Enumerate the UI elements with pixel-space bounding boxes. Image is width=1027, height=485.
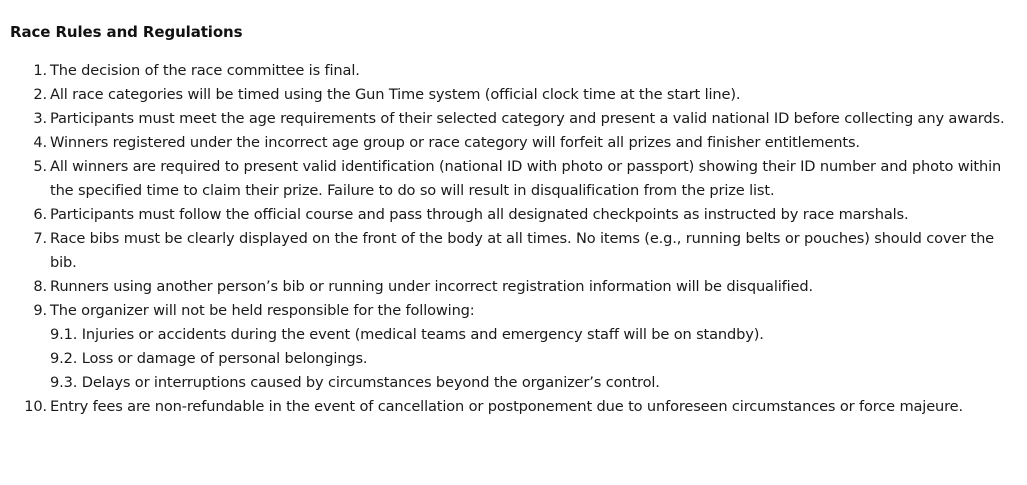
sub-rule-text: Injuries or accidents during the event (medical teams and emergency staff will be on standby). [81, 326, 764, 343]
sub-rule-item-9-1 [50, 323, 1010, 347]
rule-item-5 [10, 155, 1010, 203]
rule-item-3 [10, 107, 1010, 131]
rule-number: 9. [33, 302, 47, 319]
sub-rule-item-9-3 [50, 371, 1010, 395]
sub-rule-number: 9.2. [50, 350, 78, 367]
rule-number: 10. [24, 398, 47, 415]
document-title: Race Rules and Regulations [10, 23, 243, 41]
rule-item-1 [10, 59, 1010, 83]
rule-text: Participants must follow the official course and pass through all designated checkpoints as instructed by race marshals. [50, 206, 909, 223]
rule-number: 6. [33, 206, 47, 223]
rule-item-8 [10, 275, 1010, 299]
rule-text: All winners are required to present valid identification (national ID with photo or passport) showing their ID number and photo within the specified time to claim their prize. Failure to do so will result in disqualification from the prize list. [50, 158, 1002, 199]
rule-item-10 [10, 395, 1010, 419]
sub-rules-list [50, 323, 1010, 395]
rule-item-2 [10, 83, 1010, 107]
rule-text: The organizer will not be held responsible for the following: [50, 302, 475, 319]
rule-number: 7. [33, 230, 47, 247]
rule-number: 5. [33, 158, 47, 175]
rule-item-4 [10, 131, 1010, 155]
rule-number: 8. [33, 278, 47, 295]
rule-text: Race bibs must be clearly displayed on the front of the body at all times. No items (e.g., running belts or pouches) should cover the bib. [50, 230, 995, 271]
rule-text: The decision of the race committee is final. [50, 62, 360, 79]
rule-item-9 [10, 299, 1010, 395]
rules-list [10, 59, 1027, 419]
rule-number: 4. [33, 134, 47, 151]
sub-rule-number: 9.1. [50, 326, 78, 343]
sub-rule-number: 9.3. [50, 374, 78, 391]
rule-text: Entry fees are non-refundable in the event of cancellation or postponement due to unforeseen circumstances or force majeure. [50, 398, 963, 415]
sub-rule-text: Loss or damage of personal belongings. [81, 350, 368, 367]
rule-number: 3. [33, 110, 47, 127]
rule-text: Runners using another person’s bib or running under incorrect registration information will be disqualified. [50, 278, 813, 295]
rule-text: Participants must meet the age requirements of their selected category and present a valid national ID before collecting any awards. [50, 110, 1005, 127]
rule-number: 1. [33, 62, 47, 79]
rule-number: 2. [33, 86, 47, 103]
rule-item-6 [10, 203, 1010, 227]
sub-rule-item-9-2 [50, 347, 1010, 371]
rule-item-7 [10, 227, 1010, 275]
rule-text: All race categories will be timed using the Gun Time system (official clock time at the start line). [50, 86, 741, 103]
sub-rule-text: Delays or interruptions caused by circumstances beyond the organizer’s control. [81, 374, 660, 391]
rule-text: Winners registered under the incorrect age group or race category will forfeit all prizes and finisher entitlements. [50, 134, 860, 151]
